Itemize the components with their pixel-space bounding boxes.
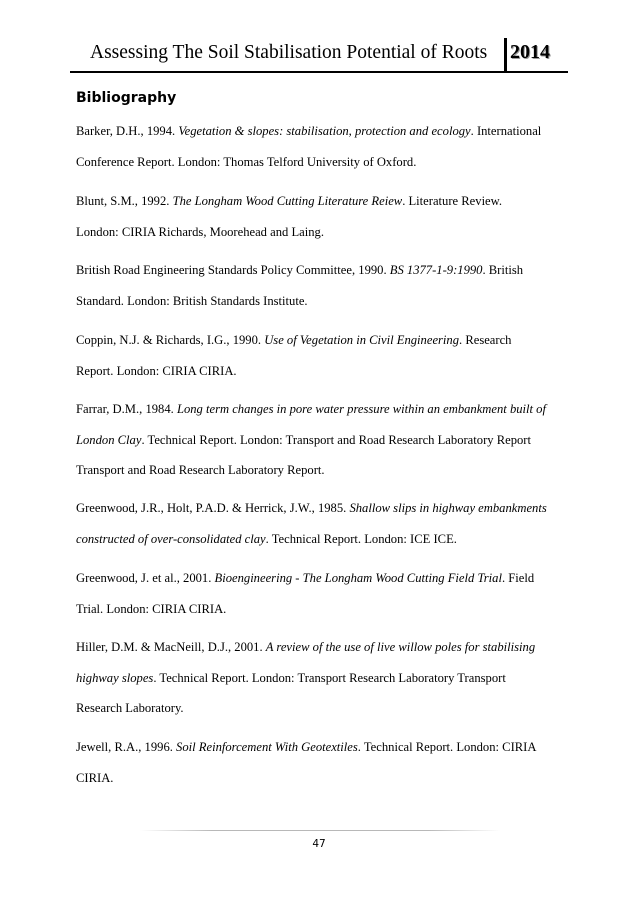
reference-line: highway slopes. Technical Report. London: Transport Research Laboratory Transport	[76, 670, 506, 685]
reference-line: Coppin, N.J. & Richards, I.G., 1990. Use of Vegetation in Civil Engineering. Research	[76, 333, 512, 347]
footer-rule	[140, 830, 500, 831]
reference-line: Transport and Road Research Laboratory Report.	[76, 463, 325, 477]
page-number: 47	[312, 838, 326, 850]
reference-line: London: CIRIA Richards, Moorehead and Laing.	[76, 224, 324, 239]
reference-entry	[76, 186, 566, 247]
reference-line: Hiller, D.M. & MacNeill, D.J., 2001. A review of the use of live willow poles for stabilising	[76, 640, 536, 654]
reference-line: Barker, D.H., 1994. Vegetation & slopes: stabilisation, protection and ecology. International	[76, 124, 542, 138]
header-divider	[504, 38, 507, 72]
reference-line: Farrar, D.M., 1984. Long term changes in pore water pressure within an embankment built of	[76, 402, 546, 416]
reference-line: constructed of over-consolidated clay. Technical Report. London: ICE ICE.	[76, 531, 457, 546]
reference-entry	[76, 493, 566, 554]
reference-entry	[76, 116, 566, 177]
section-heading: Bibliography	[76, 90, 177, 106]
reference-entry	[76, 732, 566, 793]
reference-line: Jewell, R.A., 1996. Soil Reinforcement With Geotextiles. Technical Report. London: CIRIA	[76, 740, 537, 754]
reference-line: Standard. London: British Standards Institute.	[76, 293, 308, 308]
reference-line: Conference Report. London: Thomas Telford University of Oxford.	[76, 154, 417, 169]
reference-line: Trial. London: CIRIA CIRIA.	[76, 601, 227, 616]
reference-line: CIRIA.	[76, 770, 114, 785]
reference-line: Greenwood, J.R., Holt, P.A.D. & Herrick, J.W., 1985. Shallow slips in highway embankments	[76, 501, 547, 515]
reference-line: Blunt, S.M., 1992. The Longham Wood Cutting Literature Reiew. Literature Review.	[76, 194, 503, 208]
reference-entry	[76, 394, 566, 486]
reference-line: London Clay. Technical Report. London: Transport and Road Research Laboratory Report	[76, 432, 531, 447]
header-rule	[70, 71, 568, 73]
reference-entry	[76, 563, 566, 624]
reference-entry	[76, 325, 566, 386]
reference-line: Greenwood, J. et al., 2001. Bioengineering - The Longham Wood Cutting Field Trial. Field	[76, 571, 535, 585]
reference-entry	[76, 255, 566, 316]
header-year: 2014	[510, 41, 550, 63]
reference-line: Research Laboratory.	[76, 701, 184, 715]
reference-line: Report. London: CIRIA CIRIA.	[76, 363, 237, 378]
reference-entry	[76, 632, 566, 724]
running-header	[70, 38, 568, 74]
header-title: Assessing The Soil Stabilisation Potential of Roots	[90, 42, 488, 63]
reference-line: British Road Engineering Standards Policy Committee, 1990. BS 1377-1-9:1990. British	[76, 263, 524, 277]
